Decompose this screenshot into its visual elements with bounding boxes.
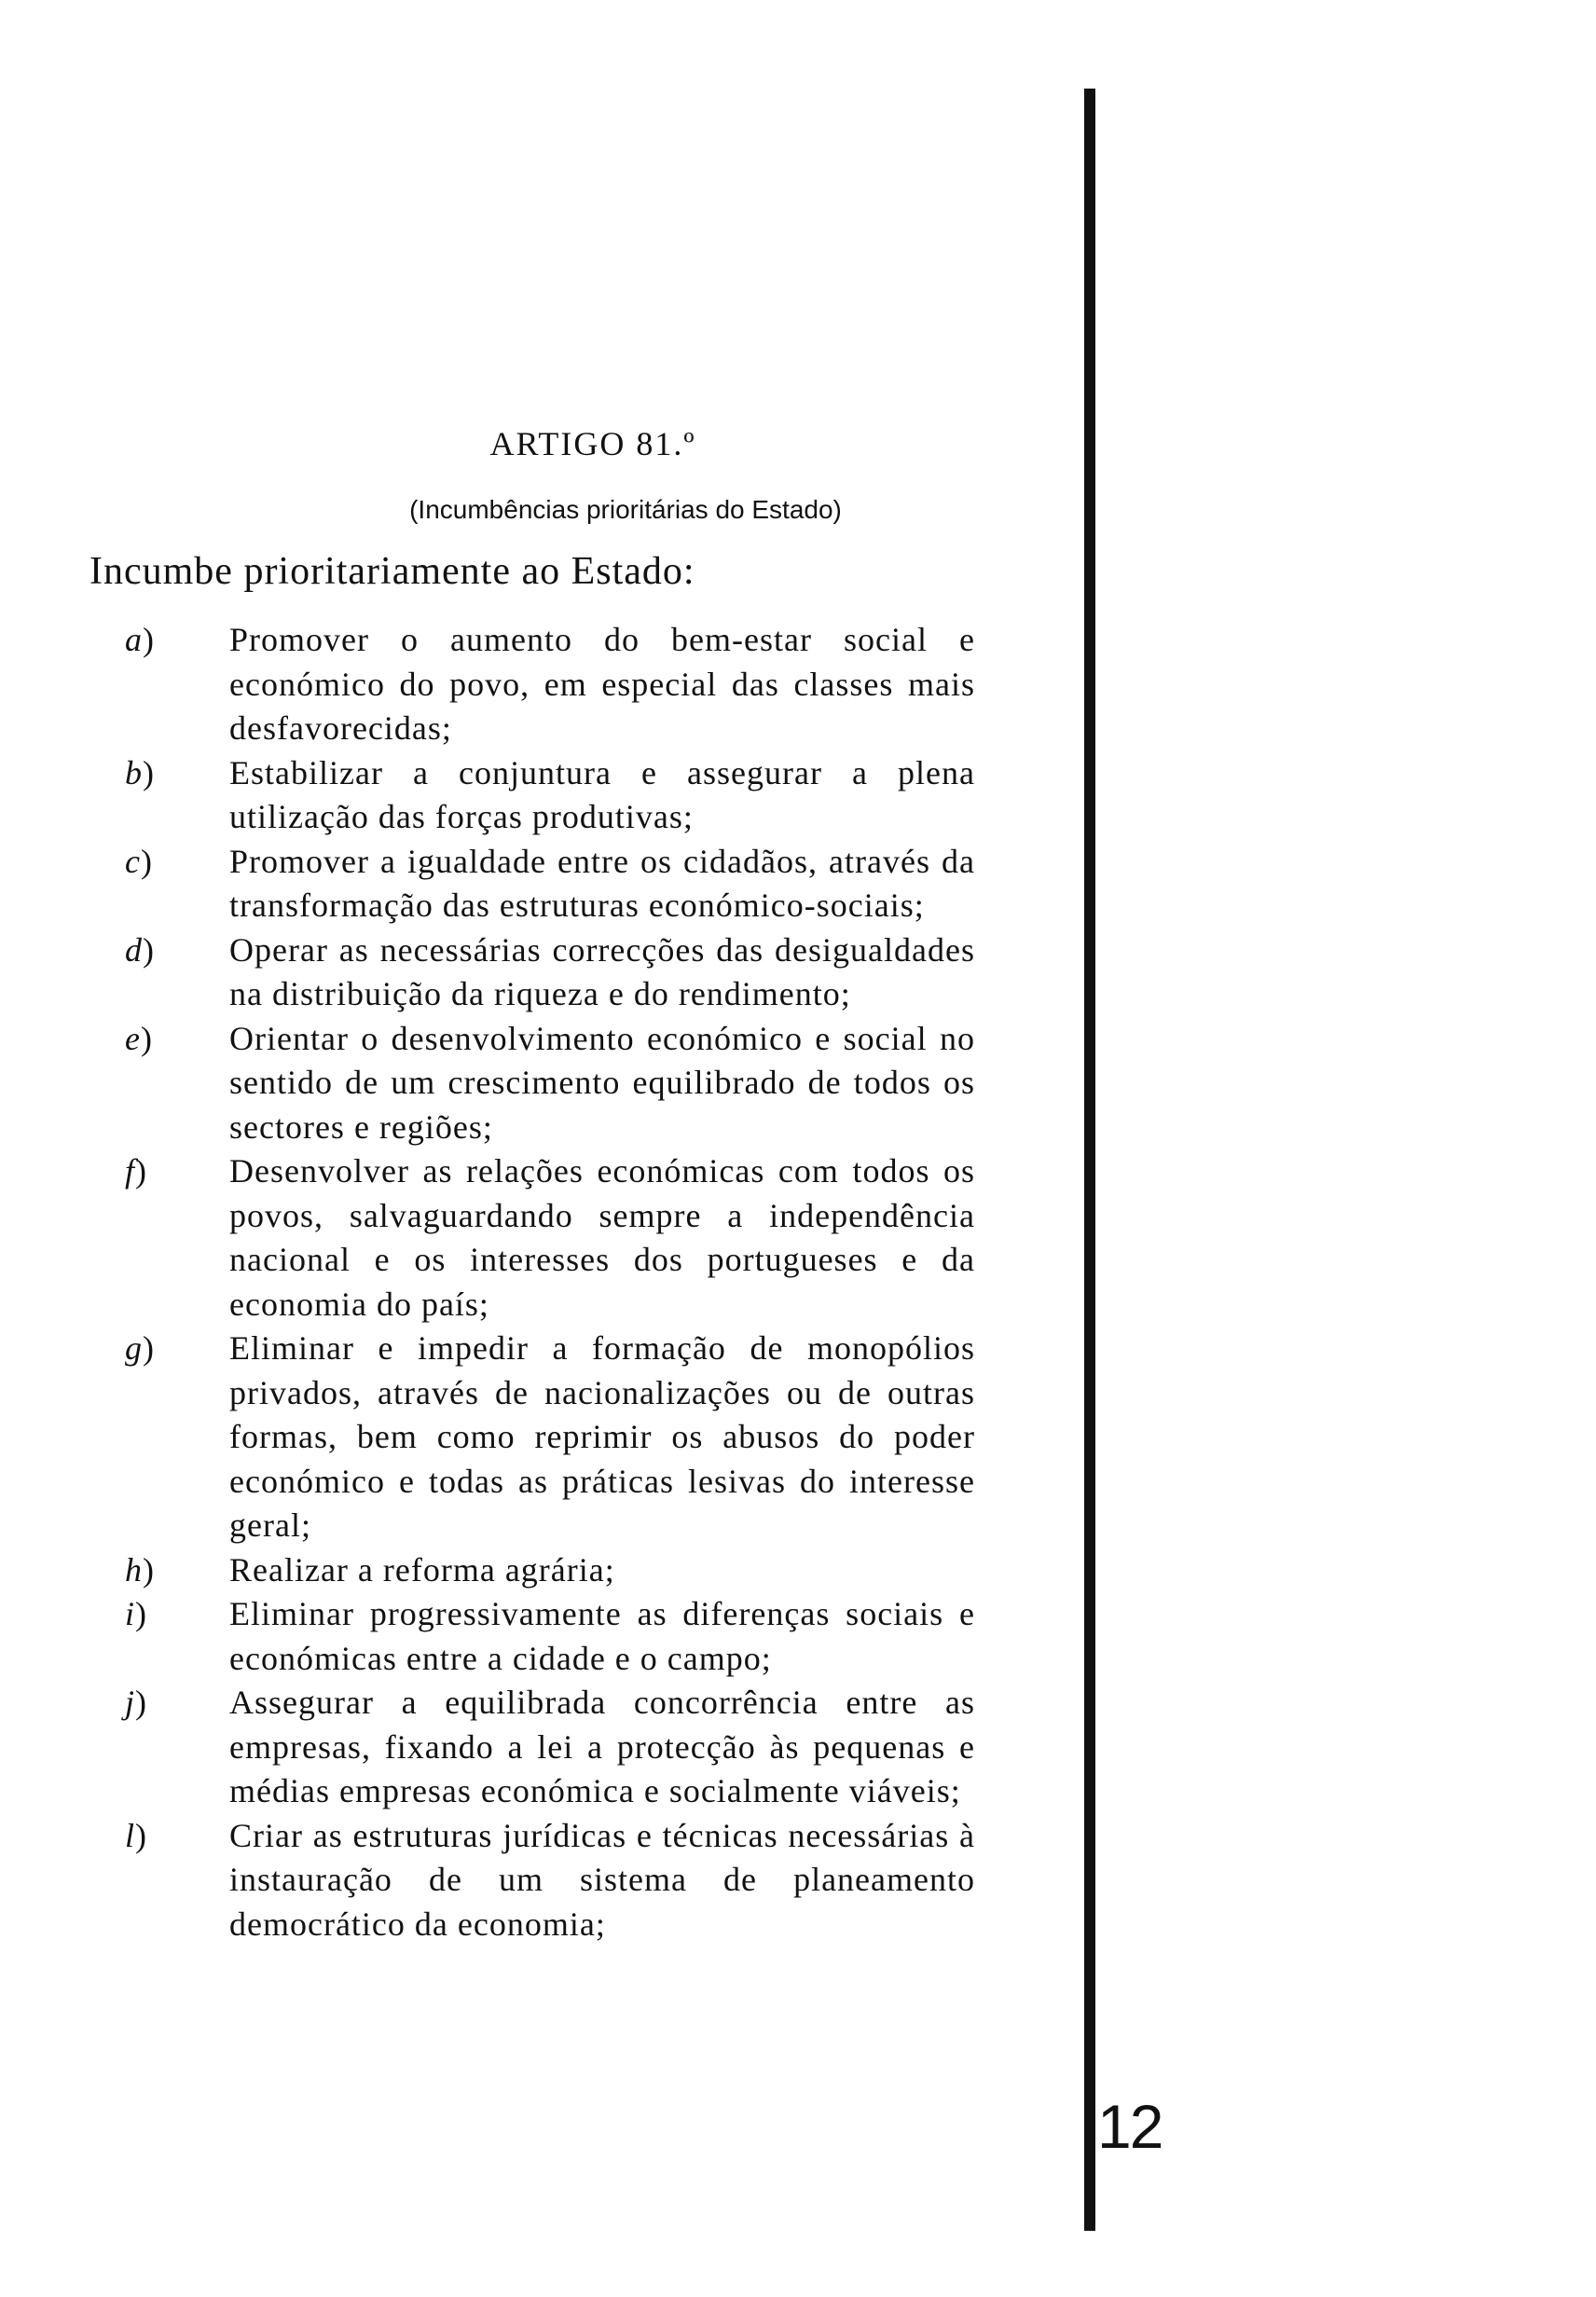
item-text: Criar as estruturas jurídicas e técnicas necessárias à instauração de um sistema de planeamento democrático da economia;	[229, 1816, 975, 1943]
item-text: Orientar o desenvolvimento económico e social no sentido de um crescimento equilibrado de todos os sectores e regiões;	[229, 1019, 975, 1146]
article-intro: Incumbe prioritariamente ao Estado:	[89, 550, 695, 593]
item-letter: e)	[125, 1019, 153, 1057]
article-subtitle: (Incumbências prioritárias do Estado)	[409, 495, 842, 524]
list-item	[89, 1681, 1022, 1814]
item-text: Promover o aumento do bem-estar social e económico do povo, em especial das classes mais desfavorecidas;	[229, 621, 975, 747]
vertical-rule	[1084, 89, 1095, 2231]
item-letter: i)	[125, 1595, 148, 1632]
list-item	[89, 840, 1022, 928]
item-text: Desenvolver as relações económicas com todos os povos, salvaguardando sempre a independência nacional e os interesses dos portugueses e da economia do país;	[229, 1152, 975, 1323]
page-number: 12	[1097, 2092, 1163, 2161]
list-item	[89, 1814, 1022, 1947]
list-item	[89, 1548, 1022, 1593]
item-text: Eliminar e impedir a formação de monopólios privados, através de nacionalizações ou de outras formas, bem como reprimir os abusos do poder económico e todas as práticas lesivas do interesse geral;	[229, 1329, 975, 1544]
item-letter: j)	[125, 1684, 148, 1721]
list-item	[89, 928, 1022, 1017]
item-letter: d)	[125, 930, 155, 969]
item-letter: f)	[125, 1152, 148, 1190]
item-letter: g)	[125, 1329, 155, 1367]
item-text: Eliminar progressivamente as diferenças sociais e económicas entre a cidade e o campo;	[229, 1595, 975, 1677]
item-letter: a)	[125, 621, 155, 658]
list-item	[89, 1017, 1022, 1150]
item-text: Assegurar a equilibrada concorrência entre as empresas, fixando a lei a protecção às pequenas e médias empresas económica e socialmente viáveis;	[229, 1684, 975, 1809]
item-letter: l)	[125, 1816, 148, 1854]
list-item	[89, 1592, 1022, 1681]
item-letter: b)	[125, 753, 155, 791]
item-text: Estabilizar a conjuntura e assegurar a plena utilização das forças produtivas;	[229, 753, 975, 835]
article-body	[89, 424, 1022, 1946]
list-item	[89, 618, 1022, 751]
list-item	[89, 751, 1022, 840]
item-text: Promover a igualdade entre os cidadãos, através da transformação das estruturas económico-sociais;	[229, 842, 975, 924]
item-text: Realizar a reforma agrária;	[229, 1550, 615, 1589]
item-text: Operar as necessárias correcções das desigualdades na distribuição da riqueza e do rendimento;	[229, 930, 975, 1012]
item-list	[89, 618, 1022, 1946]
list-item	[89, 1149, 1022, 1327]
item-letter: h)	[125, 1550, 155, 1589]
item-letter: c)	[125, 842, 153, 880]
list-item	[89, 1327, 1022, 1548]
article-title: ARTIGO 81.º	[489, 425, 696, 462]
